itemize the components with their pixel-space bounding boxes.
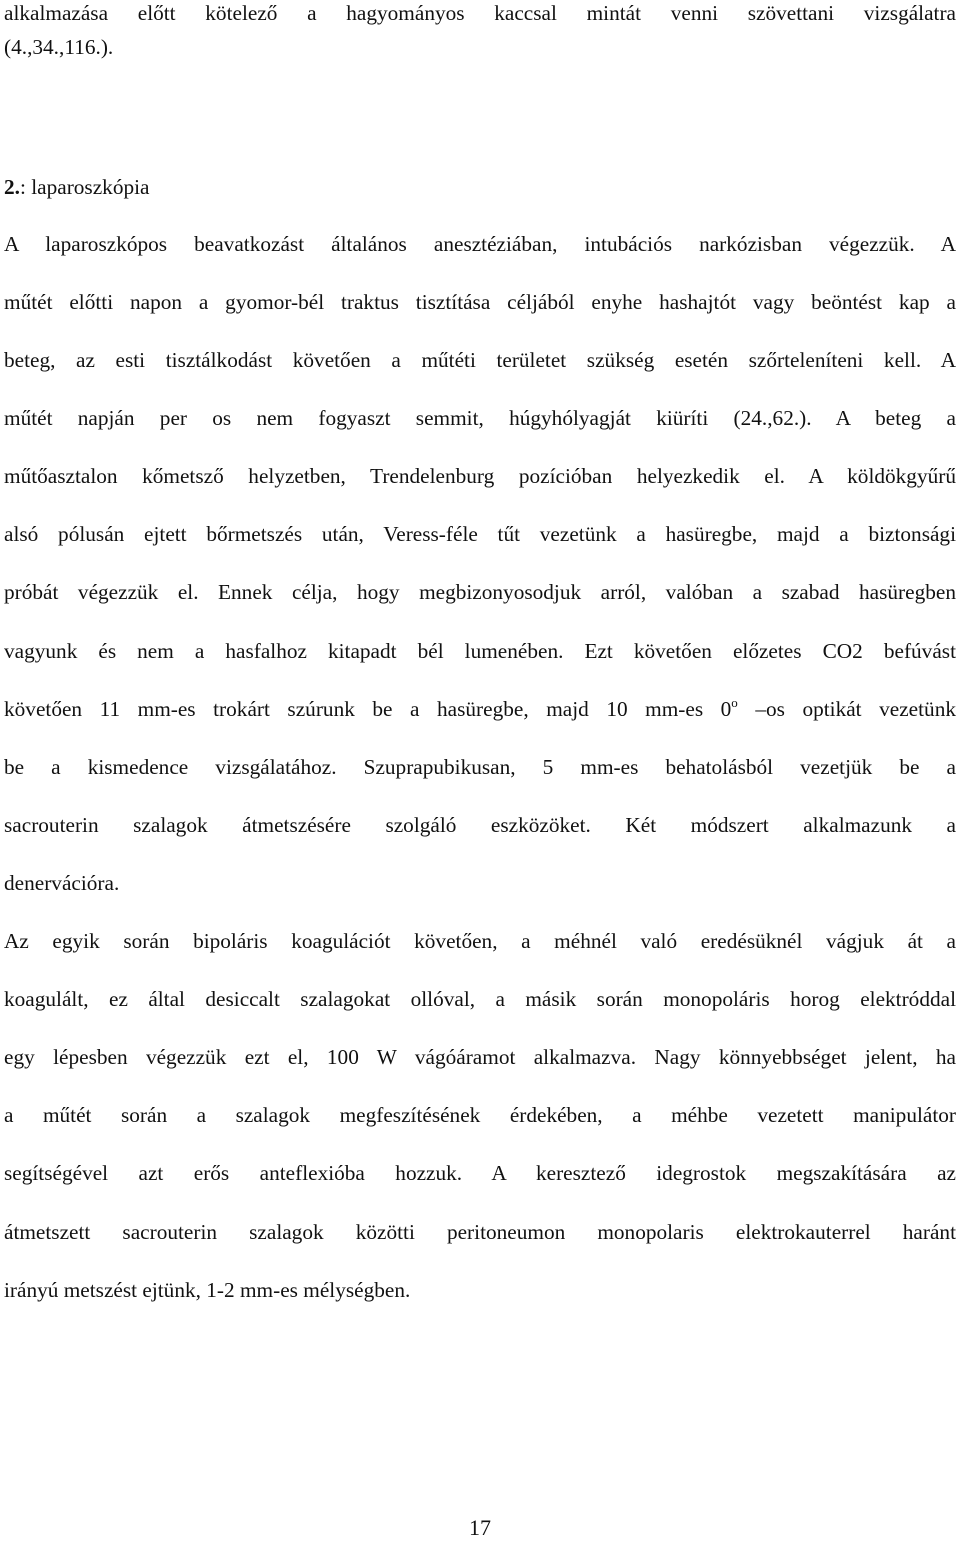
text-line: műtét napján per os nem fogyaszt semmit, húgyhólyagját kiüríti (24.,62.). A beteg a — [4, 406, 956, 430]
text-line: (4.,34.,116.). — [4, 35, 114, 59]
page-number: 17 — [469, 1515, 491, 1540]
text-line: beteg, az esti tisztálkodást követően a műtéti területet szükség esetén szőrteleníteni kell. A — [4, 348, 956, 372]
text-line: vagyunk és nem a hasfalhoz kitapadt bél lumenében. Ezt követően előzetes CO2 befúvást — [4, 639, 956, 663]
text-line: denervációra. — [4, 871, 120, 895]
text-line-with-superscript — [4, 696, 956, 722]
text-line: a műtét során a szalagok megfeszítésének érdekében, a méhbe vezetett manipulátor — [4, 1103, 956, 1127]
text-fragment: –os optikát vezetünk — [737, 697, 956, 721]
section-number: 2. — [4, 175, 20, 199]
degree-superscript: o — [731, 695, 738, 710]
text-line: sacrouterin szalagok átmetszésére szolgáló eszközöket. Két módszert alkalmazunk a — [4, 813, 956, 837]
text-line: be a kismedence vizsgálatához. Szuprapubikusan, 5 mm-es behatolásból vezetjük be a — [4, 755, 956, 779]
text-line: próbát végezzük el. Ennek célja, hogy megbizonyosodjuk arról, valóban a szabad hasüregben — [4, 580, 956, 604]
text-line: segítségével azt erős anteflexióba hozzuk. A keresztező idegrostok megszakítására az — [4, 1161, 956, 1185]
section-title: : laparoszkópia — [19, 175, 150, 199]
text-line: A laparoszkópos beavatkozást általános anesztéziában, intubációs narkózisban végezzük. A — [4, 232, 956, 256]
text-fragment: követően 11 mm-es trokárt szúrunk be a hasüregbe, majd 10 mm-es 0 — [4, 697, 732, 721]
text-line: irányú metszést ejtünk, 1-2 mm-es mélységben. — [4, 1278, 411, 1302]
text-line: koagulált, ez által desiccalt szalagokat ollóval, a másik során monopoláris horog elektróddal — [4, 987, 956, 1011]
section-heading — [4, 174, 956, 200]
text-line: alkalmazása előtt kötelező a hagyományos kaccsal mintát venni szövettani vizsgálatra — [4, 1, 956, 25]
text-line: műtét előtti napon a gyomor-bél traktus tisztítása céljából enyhe hashajtót vagy beöntést kap a — [4, 290, 956, 314]
text-line: Az egyik során bipoláris koagulációt követően, a méhnél való eredésüknél vágjuk át a — [4, 929, 956, 953]
text-line: alsó pólusán ejtett bőrmetszés után, Veress-féle tűt vezetünk a hasüregbe, majd a biztonsági — [4, 522, 956, 546]
text-line: műtőasztalon kőmetsző helyzetben, Trendelenburg pozícióban helyezkedik el. A köldökgyűrű — [4, 464, 956, 488]
text-line: átmetszett sacrouterin szalagok közötti peritoneumon monopolaris elektrokauterrel haránt — [4, 1220, 956, 1244]
text-line: egy lépesben végezzük ezt el, 100 W vágóáramot alkalmazva. Nagy könnyebbséget jelent, ha — [4, 1045, 956, 1069]
